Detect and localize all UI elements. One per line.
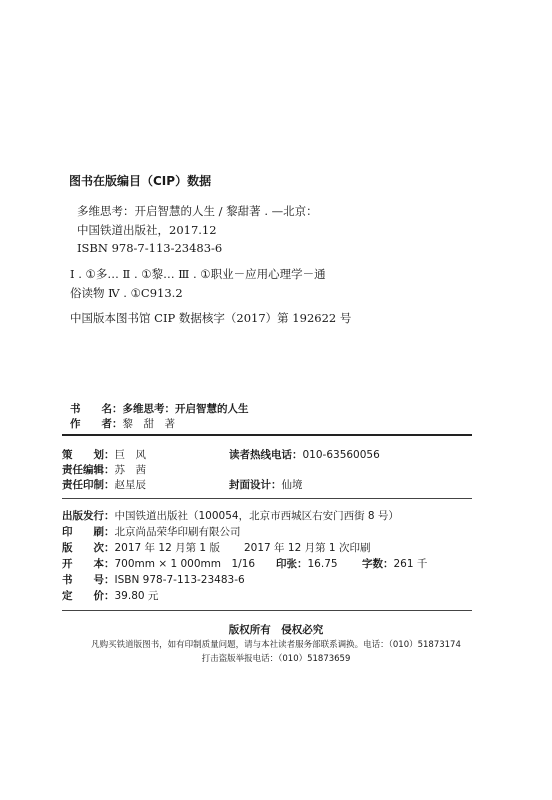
cover-design-label: 封面设计： bbox=[229, 479, 282, 491]
publisher-row bbox=[62, 508, 399, 523]
editor-value: 苏 茜 bbox=[114, 464, 146, 476]
cip-line-subjects-cont: 俗读物 Ⅳ . ①C913.2 bbox=[70, 286, 183, 300]
sheets-label: 印张： bbox=[276, 558, 308, 570]
publisher-value: 中国铁道出版社（100054，北京市西城区右安门西街 8 号） bbox=[114, 510, 399, 522]
words-row bbox=[362, 556, 427, 571]
isbn-value: ISBN 978-7-113-23483-6 bbox=[114, 574, 245, 586]
printer-row bbox=[62, 524, 241, 539]
hotline-value: 010-63560056 bbox=[302, 449, 380, 461]
words-value: 261 千 bbox=[393, 558, 428, 570]
publisher-label: 出版发行： bbox=[62, 510, 115, 522]
divider-middle bbox=[62, 498, 472, 499]
cip-line-publisher: 中国铁道出版社，2017.12 bbox=[77, 223, 217, 237]
hotline-label: 读者热线电话： bbox=[229, 449, 303, 461]
planner-value: 巨 风 bbox=[114, 449, 146, 461]
book-author-label: 作 者： bbox=[70, 418, 123, 430]
sheets-value: 16.75 bbox=[307, 558, 338, 570]
isbn-row bbox=[62, 572, 245, 587]
print-resp-value: 赵星辰 bbox=[114, 479, 146, 491]
price-row bbox=[62, 588, 158, 603]
book-title-label: 书 名： bbox=[70, 403, 123, 415]
isbn-label: 书 号： bbox=[62, 574, 115, 586]
print-resp-row bbox=[62, 477, 146, 492]
cip-line-subjects: Ⅰ . ①多… Ⅱ . ①黎… Ⅲ . ①职业－应用心理学－通 bbox=[70, 267, 326, 281]
printer-value: 北京尚品荣华印刷有限公司 bbox=[114, 526, 241, 538]
format-row bbox=[62, 556, 255, 571]
cip-line-title: 多维思考：开启智慧的人生 / 黎甜著 . —北京： bbox=[77, 204, 318, 218]
planner-row bbox=[62, 447, 146, 462]
hotline-row bbox=[229, 447, 380, 462]
cip-line-isbn: ISBN 978-7-113-23483-6 bbox=[77, 241, 223, 255]
cip-line-record-number: 中国版本图书馆 CIP 数据核字（2017）第 192622 号 bbox=[70, 311, 352, 325]
piracy-hotline: 打击盗版举报电话：（010）51873659 bbox=[201, 654, 351, 664]
price-label: 定 价： bbox=[62, 590, 115, 602]
divider-bottom bbox=[62, 610, 472, 611]
book-title-row bbox=[70, 401, 249, 416]
edition-value: 2017 年 12 月第 1 版 bbox=[114, 542, 220, 554]
cover-design-row bbox=[229, 477, 303, 492]
book-title-value: 多维思考：开启智慧的人生 bbox=[122, 403, 249, 415]
print-resp-label: 责任印制： bbox=[62, 479, 115, 491]
printing-value: 2017 年 12 月第 1 次印刷 bbox=[244, 542, 371, 554]
rights-notice: 版权所有 侵权必究 bbox=[228, 624, 324, 636]
edition-label: 版 次： bbox=[62, 542, 115, 554]
editor-row bbox=[62, 462, 146, 477]
price-value: 39.80 元 bbox=[114, 590, 159, 602]
book-author-row bbox=[70, 416, 175, 431]
edition-row bbox=[62, 540, 220, 555]
format-value: 700mm × 1 000mm 1/16 bbox=[114, 558, 256, 570]
printer-label: 印 刷： bbox=[62, 526, 115, 538]
book-author-value: 黎 甜 著 bbox=[122, 418, 175, 430]
format-label: 开 本： bbox=[62, 558, 115, 570]
divider-top bbox=[62, 434, 472, 436]
quality-notice: 凡购买铁道版图书，如有印制质量问题，请与本社读者服务部联系调换。电话：（010）51873174 bbox=[91, 640, 461, 650]
words-label: 字数： bbox=[362, 558, 394, 570]
sheets-row bbox=[276, 556, 338, 571]
editor-label: 责任编辑： bbox=[62, 464, 115, 476]
cover-design-value: 仙境 bbox=[281, 479, 303, 491]
planner-label: 策 划： bbox=[62, 449, 115, 461]
cip-heading: 图书在版编目（CIP）数据 bbox=[69, 174, 212, 188]
